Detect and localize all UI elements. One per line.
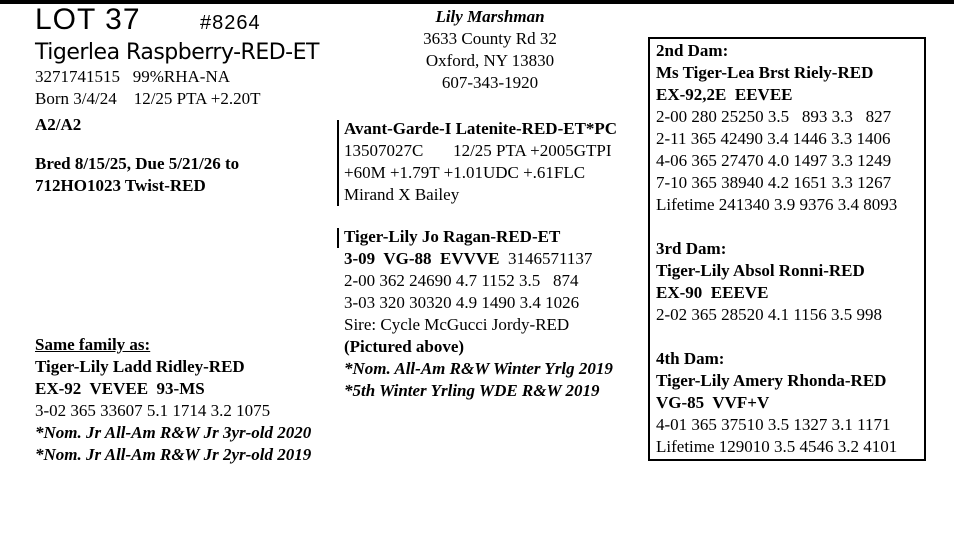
- dam-sire-line: Sire: Cycle McGucci Jordy-RED: [344, 315, 570, 334]
- bred-info: [35, 153, 239, 197]
- dam-pictured-note: (Pictured above): [344, 337, 465, 356]
- second-dam-record: 2-11 365 42490 3.4 1446 3.3 1406: [656, 129, 891, 148]
- third-dam-name: Tiger-Lily Absol Ronni-RED: [656, 261, 865, 280]
- dam-class-row: [344, 248, 613, 270]
- second-dam-record: 2-00 280 25250 3.5 893 3.3 827: [656, 107, 892, 126]
- lot-number: #8264: [200, 12, 261, 34]
- consignor-name: Lily Marshman: [435, 7, 545, 26]
- fourth-dam: [656, 348, 897, 458]
- dam-reg-number: 3146571137: [508, 249, 593, 268]
- dam-bracket: [337, 228, 339, 248]
- lot-title: LOT 37: [35, 3, 141, 36]
- second-dam-lifetime: Lifetime 241340 3.9 9376 3.4 8093: [656, 195, 898, 214]
- third-dam: [656, 238, 897, 326]
- sire-name: Avant-Garde-I Latenite-RED-ET*PC: [344, 119, 618, 138]
- dam-award-1: *Nom. All-Am R&W Winter Yrlg 2019: [344, 359, 613, 378]
- animal-born-line: Born 3/4/24 12/25 PTA +2.20T: [35, 89, 261, 108]
- consignor-block: [370, 6, 610, 94]
- family-name: Tiger-Lily Ladd Ridley-RED: [35, 357, 245, 376]
- third-dam-class-line: EX-90 EEEVE: [656, 283, 769, 302]
- family-class-line: EX-92 VEVEE 93-MS: [35, 379, 205, 398]
- sire-line-1: 13507027C 12/25 PTA +2005GTPI: [344, 141, 612, 160]
- consignor-address-2: Oxford, NY 13830: [425, 51, 555, 70]
- second-dam-heading: 2nd Dam:: [656, 41, 729, 60]
- second-dam-record: 7-10 365 38940 4.2 1651 3.3 1267: [656, 173, 892, 192]
- sire-line-2: +60M +1.79T +1.01UDC +.61FLC: [344, 163, 586, 182]
- fourth-dam-lifetime: Lifetime 129010 3.5 4546 3.2 4101: [656, 437, 898, 456]
- second-dam-name: Ms Tiger-Lea Brst Riely-RED: [656, 63, 874, 82]
- third-dam-record: 2-02 365 28520 4.1 1156 3.5 998: [656, 305, 883, 324]
- dam-name: Tiger-Lily Jo Ragan-RED-ET: [344, 227, 561, 246]
- family-heading: Same family as:: [35, 335, 151, 354]
- family-award-2: *Nom. Jr All-Am R&W Jr 2yr-old 2019: [35, 445, 312, 464]
- family-award-1: *Nom. Jr All-Am R&W Jr 3yr-old 2020: [35, 423, 312, 442]
- second-dam-class-line: EX-92,2E EEVEE: [656, 85, 793, 104]
- fourth-dam-heading: 4th Dam:: [656, 349, 725, 368]
- second-dam: [656, 40, 897, 216]
- family-block: [35, 334, 311, 466]
- fourth-dam-record: 4-01 365 37510 3.5 1327 3.1 1171: [656, 415, 891, 434]
- dam-record-1: 2-00 362 24690 4.7 1152 3.5 874: [344, 271, 579, 290]
- family-record: 3-02 365 33607 5.1 1714 3.2 1075: [35, 401, 271, 420]
- second-dam-record: 4-06 365 27470 4.0 1497 3.3 1249: [656, 151, 892, 170]
- sire-bracket: [337, 120, 339, 206]
- bred-line-1: Bred 8/15/25, Due 5/21/26 to: [35, 154, 240, 173]
- consignor-phone: 607-343-1920: [441, 73, 539, 92]
- fourth-dam-class-line: VG-85 VVF+V: [656, 393, 770, 412]
- fourth-dam-name: Tiger-Lily Amery Rhonda-RED: [656, 371, 887, 390]
- sire-line-3: Mirand X Bailey: [344, 185, 460, 204]
- third-dam-heading: 3rd Dam:: [656, 239, 727, 258]
- consignor-address-1: 3633 County Rd 32: [423, 29, 557, 48]
- dam-award-2: *5th Winter Yrling WDE R&W 2019: [344, 381, 600, 400]
- animal-genotype: A2/A2: [35, 115, 82, 134]
- dam-class-line: 3-09 VG-88 EVVVE: [344, 249, 500, 268]
- dam-lineage-box: [648, 37, 926, 461]
- top-border: [0, 0, 954, 4]
- dam-record-2: 3-03 320 30320 4.9 1490 3.4 1026: [344, 293, 580, 312]
- animal-id-line: 3271741515 99%RHA-NA: [35, 67, 231, 86]
- bred-line-2: 712HO1023 Twist-RED: [35, 176, 206, 195]
- sire-block: [344, 118, 617, 206]
- dam-block: [344, 226, 613, 402]
- animal-name: Tigerlea Raspberry-RED-ET: [35, 40, 319, 65]
- animal-details: [35, 66, 260, 136]
- dam-lineage-list: [656, 40, 897, 458]
